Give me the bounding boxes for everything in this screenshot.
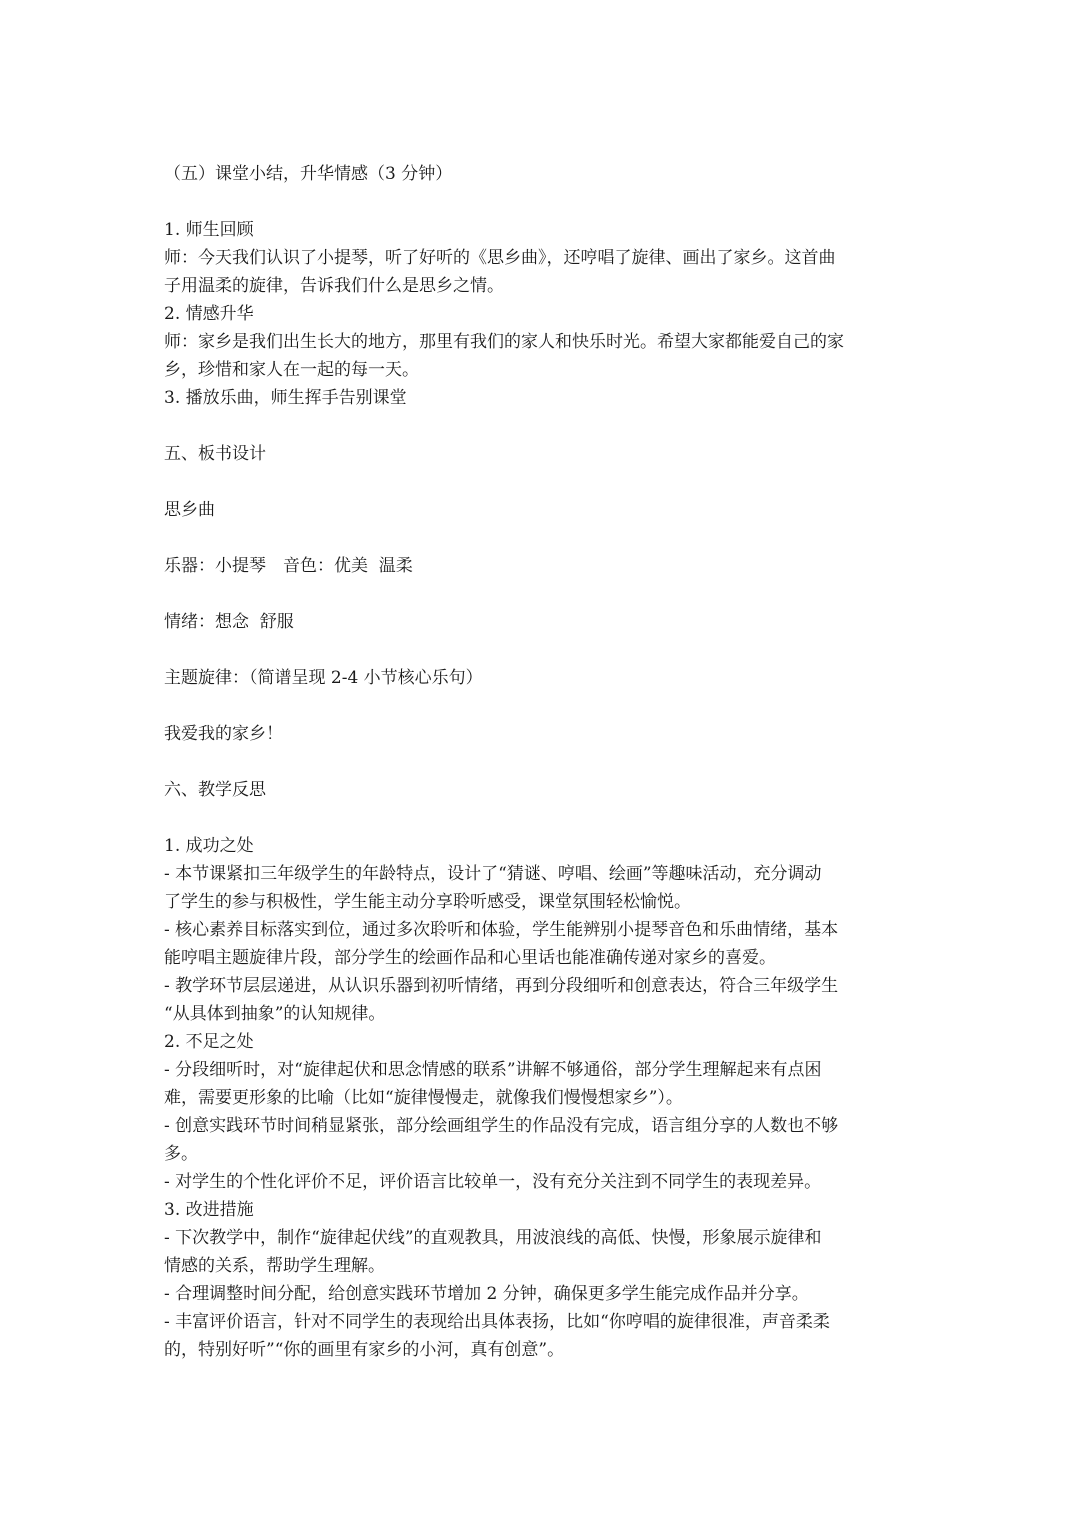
shortcomings-line: 难，需要更形象的比喻（比如“旋律慢慢走，就像我们慢慢想家乡”）。 — [164, 1088, 683, 1108]
farewell-item: 3. 播放乐曲，师生挥手告别课堂 — [164, 388, 407, 408]
improvements-line: - 合理调整时间分配，给创意实践环节增加 2 分钟，确保更多学生能完成作品并分享。 — [164, 1284, 809, 1304]
spacer — [164, 692, 924, 720]
success-line: “从具体到抽象”的认知规律。 — [164, 1004, 386, 1024]
review-heading: 1. 师生回顾 — [164, 220, 254, 240]
shortcomings-line: - 分段细听时，对“旋律起伏和思念情感的联系”讲解不够通俗，部分学生理解起来有点困 — [164, 1060, 822, 1080]
spacer — [164, 524, 924, 552]
board-section-title: 五、板书设计 — [164, 444, 266, 464]
review-paragraph-line: 子用温柔的旋律，告诉我们什么是思乡之情。 — [164, 276, 504, 296]
board-song-title: 思乡曲 — [164, 500, 215, 520]
board-instrument-line: 乐器：小提琴 音色：优美 温柔 — [164, 556, 413, 576]
lesson-step-title: （五）课堂小结，升华情感（3 分钟） — [164, 164, 453, 184]
spacer — [164, 804, 924, 832]
spacer — [164, 412, 924, 440]
shortcomings-heading: 2. 不足之处 — [164, 1032, 254, 1052]
success-line: - 本节课紧扣三年级学生的年龄特点，设计了“猜谜、哼唱、绘画”等趣味活动，充分调动 — [164, 864, 822, 884]
success-line: 了学生的参与积极性，学生能主动分享聆听感受，课堂氛围轻松愉悦。 — [164, 892, 691, 912]
document-body — [164, 160, 924, 1364]
success-heading: 1. 成功之处 — [164, 836, 254, 856]
review-paragraph-line: 师：今天我们认识了小提琴，听了好听的《思乡曲》，还哼唱了旋律、画出了家乡。这首曲 — [164, 248, 836, 268]
improvements-line: - 丰富评价语言，针对不同学生的表现给出具体表扬，比如“你哼唱的旋律很准，声音柔柔 — [164, 1312, 830, 1332]
improvements-line: 的，特别好听”“你的画里有家乡的小河，真有创意”。 — [164, 1340, 565, 1360]
spacer — [164, 188, 924, 216]
spacer — [164, 580, 924, 608]
board-slogan: 我爱我的家乡！ — [164, 724, 283, 744]
spacer — [164, 468, 924, 496]
emotion-paragraph-line: 师：家乡是我们出生长大的地方，那里有我们的家人和快乐时光。希望大家都能爱自己的家 — [164, 332, 844, 352]
shortcomings-line: 多。 — [164, 1144, 198, 1164]
emotion-heading: 2. 情感升华 — [164, 304, 254, 324]
success-line: - 核心素养目标落实到位，通过多次聆听和体验，学生能辨别小提琴音色和乐曲情绪，基本 — [164, 920, 839, 940]
shortcomings-line: - 创意实践环节时间稍显紧张，部分绘画组学生的作品没有完成，语言组分享的人数也不够 — [164, 1116, 839, 1136]
emotion-paragraph-line: 乡，珍惜和家人在一起的每一天。 — [164, 360, 419, 380]
improvements-line: - 下次教学中，制作“旋律起伏线”的直观教具，用波浪线的高低、快慢，形象展示旋律和 — [164, 1228, 822, 1248]
improvements-line: 情感的关系，帮助学生理解。 — [164, 1256, 385, 1276]
board-melody-line: 主题旋律：（简谱呈现 2-4 小节核心乐句） — [164, 668, 483, 688]
shortcomings-line: - 对学生的个性化评价不足，评价语言比较单一，没有充分关注到不同学生的表现差异。 — [164, 1172, 822, 1192]
spacer — [164, 636, 924, 664]
spacer — [164, 748, 924, 776]
reflection-section-title: 六、教学反思 — [164, 780, 266, 800]
success-line: - 教学环节层层递进，从认识乐器到初听情绪，再到分段细听和创意表达，符合三年级学生 — [164, 976, 839, 996]
board-mood-line: 情绪：想念 舒服 — [164, 612, 294, 632]
improvements-heading: 3. 改进措施 — [164, 1200, 254, 1220]
success-line: 能哼唱主题旋律片段，部分学生的绘画作品和心里话也能准确传递对家乡的喜爱。 — [164, 948, 776, 968]
